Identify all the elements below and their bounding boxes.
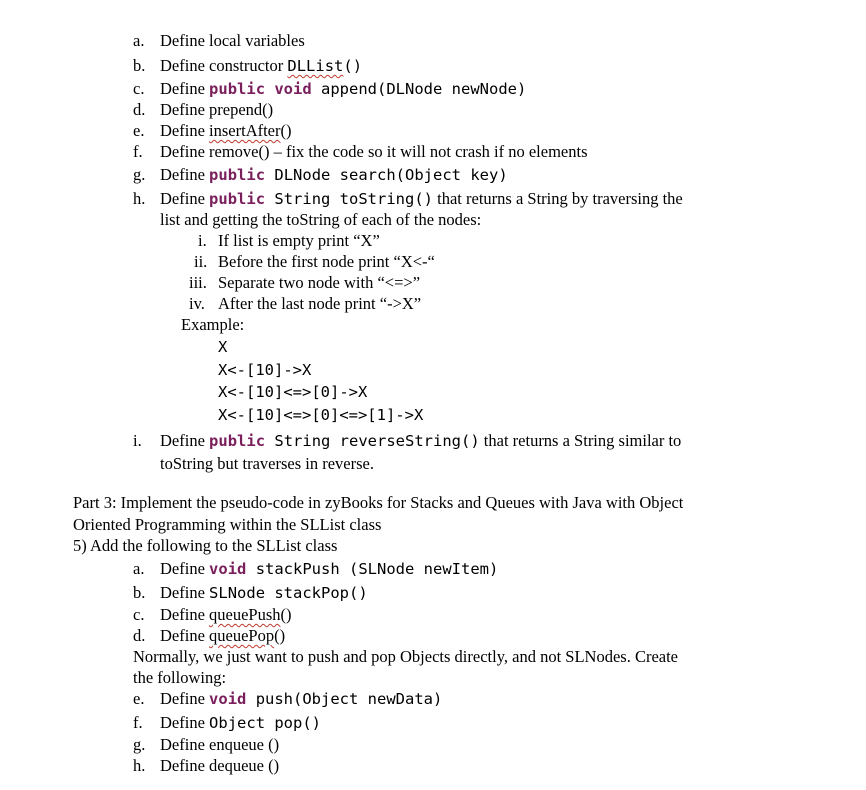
example-code: X: [218, 338, 228, 356]
item-text: Define: [160, 189, 210, 208]
item-text: that returns a String by traversing the: [433, 189, 683, 208]
paragraph-text: 5) Add the following to the SLList class: [73, 536, 338, 555]
code-snippet: append(DLNode newNode): [311, 80, 527, 98]
paragraph-text: Part 3: Implement the pseudo-code in zyBooks for Stacks and Queues with Java with Object: [73, 493, 684, 512]
code-keyword: public void: [209, 80, 312, 98]
item-text: Define remove() – fix the code so it will not crash if no elements: [160, 142, 588, 161]
item-label: a.: [133, 31, 145, 50]
example-code: X<-[10]<=>[0]->X: [218, 383, 368, 401]
item-text: (): [280, 121, 292, 140]
code-snippet: DLNode search(Object key): [265, 166, 508, 184]
item-text: Define: [160, 713, 210, 732]
item-text: Define: [160, 559, 210, 578]
item-label: c.: [133, 79, 145, 98]
code-snippet: String toString(): [265, 190, 434, 208]
example-heading: Example:: [181, 315, 245, 334]
paragraph-text: Oriented Programming within the SLList class: [73, 515, 382, 534]
item-text: toString but traverses in reverse.: [160, 454, 374, 473]
item-text: Define: [160, 626, 210, 645]
code-snippet: (): [343, 57, 363, 75]
item-text: (): [274, 626, 286, 645]
item-label: a.: [133, 559, 145, 578]
item-label: d.: [133, 626, 146, 645]
sub-item-text: Separate two node with “<=>”: [218, 273, 421, 292]
code-snippet: SLNode stackPop(): [209, 584, 368, 602]
item-text: Define: [160, 165, 210, 184]
example-code: X<-[10]->X: [218, 361, 312, 379]
code-keyword: public: [209, 190, 266, 208]
item-text: Define: [160, 79, 210, 98]
sub-item-label: iv.: [189, 294, 205, 313]
item-label: f.: [133, 142, 143, 161]
item-text: (): [280, 605, 292, 624]
item-label: h.: [133, 756, 146, 775]
item-text: Define: [160, 121, 210, 140]
code-keyword: public: [209, 432, 266, 450]
item-label: g.: [133, 165, 146, 184]
item-text: queuePop: [209, 626, 275, 645]
item-text: that returns a String similar to: [479, 431, 682, 450]
code-keyword: public: [209, 166, 266, 184]
item-text: Define local variables: [160, 31, 305, 50]
code-snippet: Object pop(): [209, 714, 322, 732]
sub-item-label: i.: [198, 231, 207, 250]
sub-item-label: iii.: [189, 273, 207, 292]
item-text: Define enqueue (): [160, 735, 280, 754]
item-label: e.: [133, 121, 145, 140]
item-text: Define: [160, 431, 210, 450]
item-label: g.: [133, 735, 146, 754]
item-text: Define: [160, 583, 210, 602]
item-text: Define: [160, 689, 210, 708]
item-text: Define prepend(): [160, 100, 274, 119]
item-label: c.: [133, 605, 145, 624]
item-text: list and getting the toString of each of the nodes:: [160, 210, 482, 229]
example-code: X<-[10]<=>[0]<=>[1]->X: [218, 406, 424, 424]
code-snippet: DLList: [287, 57, 344, 75]
item-label: b.: [133, 56, 146, 75]
item-text: Define constructor: [160, 56, 288, 75]
sub-item-label: ii.: [194, 252, 208, 271]
item-label: h.: [133, 189, 146, 208]
item-label: e.: [133, 689, 145, 708]
sub-item-text: Before the first node print “X<-“: [218, 252, 435, 271]
code-snippet: stackPush (SLNode newItem): [246, 560, 499, 578]
paragraph-text: Normally, we just want to push and pop Objects directly, and not SLNodes. Create: [133, 647, 678, 666]
paragraph-text: the following:: [133, 668, 227, 687]
code-snippet: String reverseString(): [265, 432, 480, 450]
item-text: queuePush: [209, 605, 281, 624]
item-text: Define dequeue (): [160, 756, 280, 775]
item-label: i.: [133, 431, 142, 450]
code-keyword: void: [209, 690, 247, 708]
sub-item-text: After the last node print “->X”: [218, 294, 422, 313]
item-text: insertAfter: [209, 121, 281, 140]
sub-item-text: If list is empty print “X”: [218, 231, 380, 250]
item-label: d.: [133, 100, 146, 119]
code-keyword: void: [209, 560, 247, 578]
item-label: b.: [133, 583, 146, 602]
item-text: Define: [160, 605, 210, 624]
item-label: f.: [133, 713, 143, 732]
code-snippet: push(Object newData): [246, 690, 443, 708]
